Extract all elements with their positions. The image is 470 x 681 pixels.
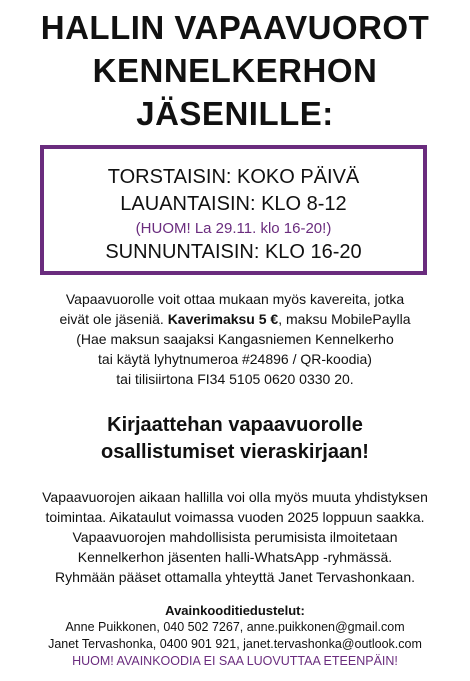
notice-line-1: Vapaavuorojen aikaan hallilla voi olla myös muuta yhdistyksen (42, 489, 428, 505)
notice-line-4: Kennelkerhon jäsenten halli-WhatsApp -ryhmässä. (77, 549, 393, 565)
guestbook-callout (0, 412, 470, 466)
page-title (0, 6, 470, 135)
contact-anne: Anne Puikkonen, 040 502 7267, anne.puikkonen@gmail.com (65, 620, 405, 634)
key-code-warning: HUOM! AVAINKOODIA EI SAA LUOVUTTAA ETEENPÄIN! (72, 654, 398, 668)
title-line-3: JÄSENILLE: (136, 95, 334, 132)
schedule-saturday: LAUANTAISIN: KLO 8-12 (120, 193, 347, 215)
info-line-5: tai tilisiirtona FI34 5105 0620 0330 20. (116, 371, 354, 387)
title-line-1: HALLIN VAPAAVUOROT (40, 9, 430, 46)
contact-janet: Janet Tervashonka, 0400 901 921, janet.tervashonka@outlook.com (48, 637, 422, 651)
notice-paragraph (0, 487, 470, 587)
contact-section (0, 602, 470, 670)
info-line-4: tai käytä lyhytnumeroa #24896 / QR-koodia) (98, 351, 372, 367)
contacts-heading: Avainkooditiedustelut: (165, 603, 305, 618)
schedule-note: (HUOM! La 29.11. klo 16-20!) (135, 220, 332, 237)
callout-line-2: osallistumiset vieraskirjaan! (101, 441, 369, 463)
notice-line-5: Ryhmään pääset ottamalla yhteyttä Janet Tervashonkaan. (54, 569, 416, 585)
notice-line-2: toimintaa. Aikataulut voimassa vuoden 2025 loppuun saakka. (45, 509, 425, 525)
info-line-2 (0, 309, 470, 329)
notice-line-3: Vapaavuorojen mahdollisista perumisista ilmoitetaan (72, 529, 398, 545)
info-line-2-start: eivät ole jäseniä. (59, 311, 168, 327)
title-line-2: KENNELKERHON (92, 52, 378, 89)
schedule-thursday: TORSTAISIN: KOKO PÄIVÄ (107, 166, 360, 188)
info-line-3: (Hae maksun saajaksi Kangasniemen Kennelkerho (76, 331, 394, 347)
payment-info (0, 289, 470, 389)
callout-line-1: Kirjaattehan vapaavuorolle (107, 414, 363, 436)
schedule-box (40, 145, 427, 275)
guest-fee: Kaverimaksu 5 € (167, 311, 279, 327)
info-line-2-end: , maksu MobilePaylla (278, 311, 411, 327)
schedule-sunday: SUNNUNTAISIN: KLO 16-20 (105, 241, 362, 263)
info-line-1: Vapaavuorolle voit ottaa mukaan myös kavereita, jotka (65, 291, 405, 307)
